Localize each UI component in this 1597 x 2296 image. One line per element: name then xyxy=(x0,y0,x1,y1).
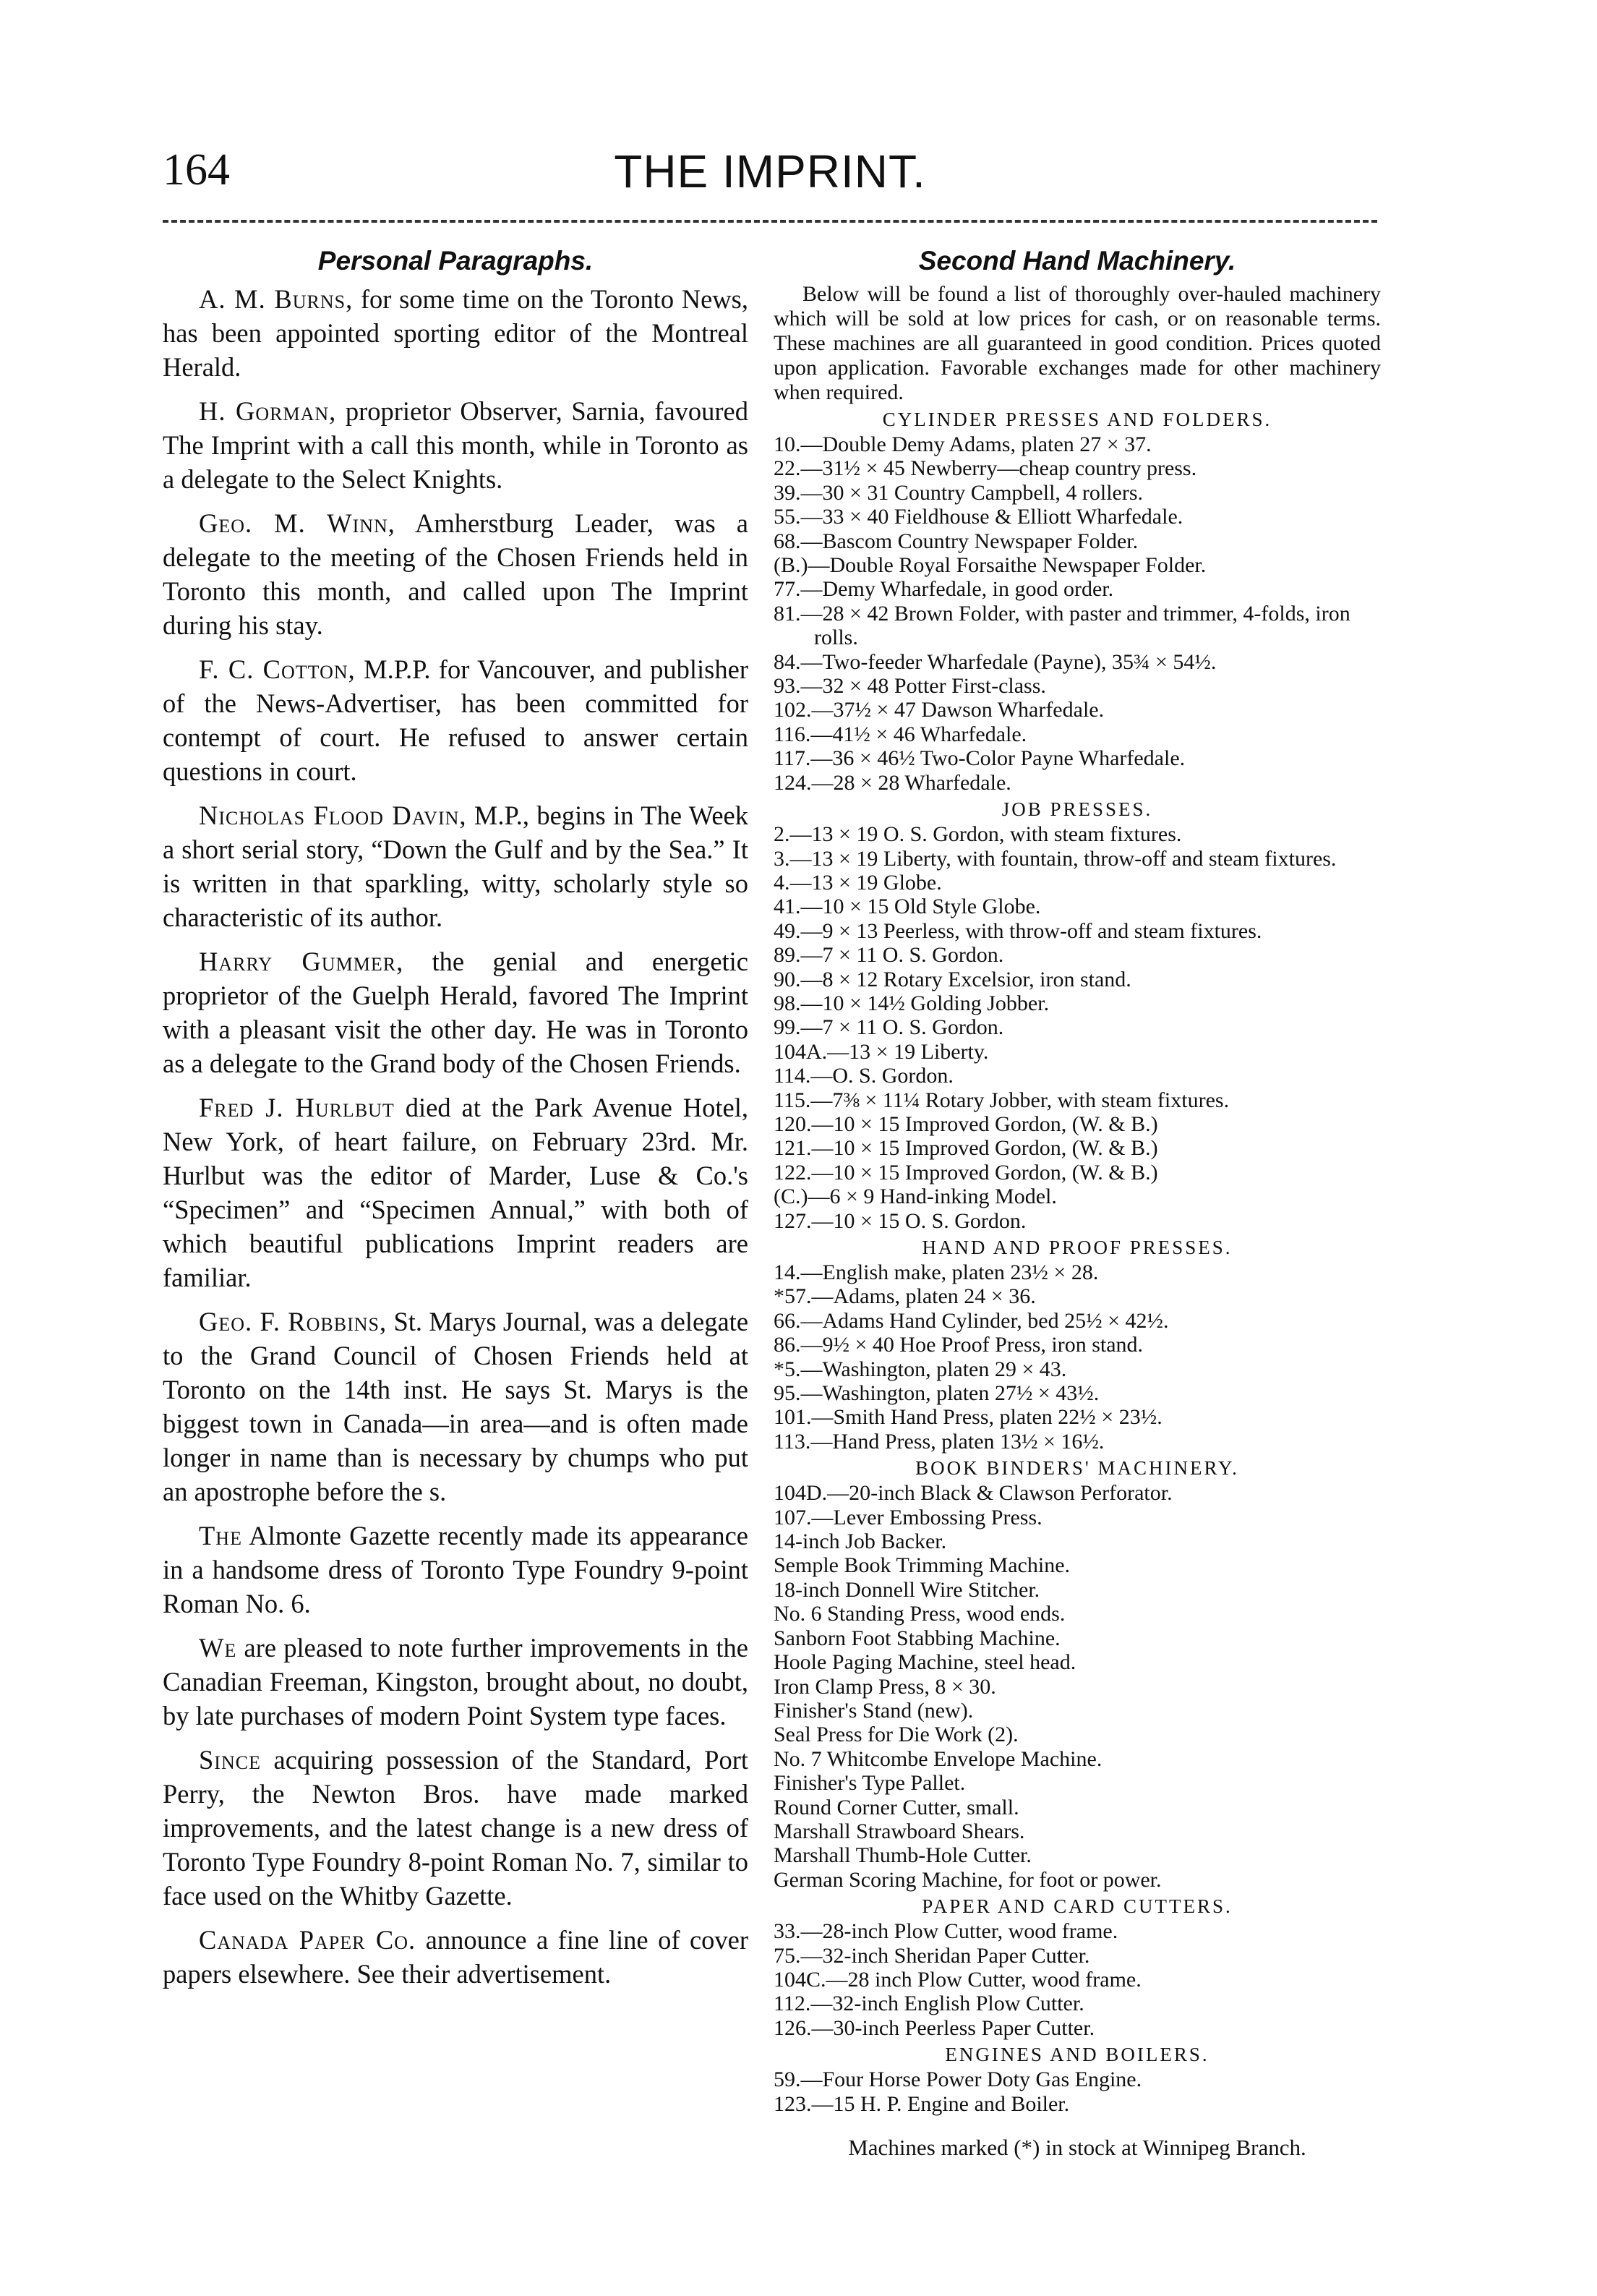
machinery-item: 104A.—13 × 19 Liberty. xyxy=(774,1039,989,1064)
machinery-item: 104D.—20-inch Black & Clawson Perforator. xyxy=(774,1481,1173,1506)
machinery-item: 99.—7 × 11 O. S. Gordon. xyxy=(774,1015,1004,1040)
machinery-intro: Below will be found a list of thoroughly over-hauled machinery which will be sold at low prices for cash, or on reasonable terms. These machines are all guaranteed in good condition. Prices quoted upon application. Favorable exchanges made for other machinery when required. xyxy=(774,282,1381,404)
personal-paragraph xyxy=(163,282,748,384)
machinery-item: Finisher's Type Pallet. xyxy=(774,1771,966,1796)
section-heading: HAND AND PROOF PRESSES. xyxy=(922,1237,1233,1258)
machinery-item: 68.—Bascom Country Newspaper Folder. xyxy=(774,529,1139,553)
paragraph-lead: Nicholas Flood Davin, xyxy=(199,801,467,830)
personal-paragraph xyxy=(163,1631,748,1733)
machinery-item: Semple Book Trimming Machine. xyxy=(774,1553,1071,1578)
paragraph-lead: Canada Paper Co. xyxy=(199,1925,416,1955)
machinery-item: 123.—15 H. P. Engine and Boiler. xyxy=(774,2091,1070,2116)
machinery-item: Sanborn Foot Stabbing Machine. xyxy=(774,1626,1061,1650)
page-number: 164 xyxy=(163,145,230,195)
personal-paragraphs-heading: Personal Paragraphs. xyxy=(317,246,594,276)
machinery-item: 4.—13 × 19 Globe. xyxy=(774,870,942,895)
personal-paragraph xyxy=(163,944,748,1080)
machinery-item: Iron Clamp Press, 8 × 30. xyxy=(774,1674,996,1699)
machinery-item: 86.—9½ × 40 Hoe Proof Press, iron stand. xyxy=(774,1333,1144,1357)
page-title: THE IMPRINT. xyxy=(614,145,926,197)
paragraph-lead: Harry Gummer, xyxy=(199,947,404,976)
machinery-item: Seal Press for Die Work (2). xyxy=(774,1723,1019,1747)
machinery-item: 127.—10 × 15 O. S. Gordon. xyxy=(774,1208,1027,1233)
paragraph-text: Amherstburg Leader, was a delegate to the meeting of the Chosen Friends held in Toronto this month, and called upon The Imprint during his stay. xyxy=(163,508,748,640)
machinery-item: 120.—10 × 15 Improved Gordon, (W. & B.) xyxy=(774,1111,1158,1136)
machinery-item: 112.—32-inch English Plow Cutter. xyxy=(774,1992,1084,2016)
machinery-item: 114.—O. S. Gordon. xyxy=(774,1064,954,1088)
section-heading: PAPER AND CARD CUTTERS. xyxy=(922,1895,1233,1918)
machinery-item: Marshall Strawboard Shears. xyxy=(774,1819,1025,1843)
machinery-item: 77.—Demy Wharfedale, in good order. xyxy=(774,577,1114,602)
machinery-item: 39.—30 × 31 Country Campbell, 4 rollers. xyxy=(774,480,1144,505)
machinery-item: 14.—English make, platen 23½ × 28. xyxy=(774,1260,1099,1284)
section-heading: ENGINES AND BOILERS. xyxy=(945,2044,1209,2066)
machinery-item: 90.—8 × 12 Rotary Excelsior, iron stand. xyxy=(774,967,1131,991)
machinery-item: 84.—Two-feeder Wharfedale (Payne), 35¾ × 54½. xyxy=(774,649,1217,674)
machinery-item: 95.—Washington, platen 27½ × 43½. xyxy=(774,1381,1100,1406)
personal-paragraph xyxy=(163,652,748,788)
personal-paragraph xyxy=(163,1091,748,1294)
machinery-item: 33.—28-inch Plow Cutter, wood frame. xyxy=(774,1919,1118,1944)
personal-paragraph xyxy=(163,798,748,934)
machinery-item: 115.—7⅜ × 11¼ Rotary Jobber, with steam fixtures. xyxy=(774,1088,1230,1112)
machinery-item: 104C.—28 inch Plow Cutter, wood frame. xyxy=(774,1967,1142,1992)
paragraph-text: Almonte Gazette recently made its appearance in a handsome dress of Toronto Type Foundry 9-point Roman No. 6. xyxy=(163,1521,748,1618)
paragraph-text: announce a fine line of cover papers elsewhere. See their advertisement. xyxy=(163,1925,749,1989)
machinery-item: 126.—30-inch Peerless Paper Cutter. xyxy=(774,2015,1095,2040)
machinery-column xyxy=(774,246,1381,2161)
machinery-item: 116.—41½ × 46 Wharfedale. xyxy=(774,722,1027,746)
paragraph-text: M.P., begins in The Week a short serial story, “Down the Gulf and by the Sea.” It is written in that sparkling, witty, scholarly style so characteristic of its author. xyxy=(163,801,748,932)
machinery-item: 98.—10 × 14½ Golding Jobber. xyxy=(774,991,1050,1015)
paragraph-text: are pleased to note further improvements in the Canadian Freeman, Kingston, brought about, no doubt, by late purchases of modern Point System type faces. xyxy=(163,1633,748,1730)
machinery-heading: Second Hand Machinery. xyxy=(918,246,1236,276)
machinery-item: *57.—Adams, platen 24 × 36. xyxy=(774,1284,1036,1309)
paragraph-text: M.P.P. for Vancouver, and publisher of the News-Advertiser, has been committed for contempt of court. He refused to answer certain questions in court. xyxy=(163,654,748,786)
paragraph-lead: Fred J. Hurlbut xyxy=(199,1093,395,1122)
machinery-item: (C.)—6 × 9 Hand-inking Model. xyxy=(774,1185,1057,1209)
section-heading: CYLINDER PRESSES AND FOLDERS. xyxy=(882,409,1272,430)
machinery-item: 121.—10 × 15 Improved Gordon, (W. & B.) xyxy=(774,1136,1158,1161)
machinery-item: No. 7 Whitcombe Envelope Machine. xyxy=(774,1746,1103,1771)
machinery-item: 81.—28 × 42 Brown Folder, with paster and trimmer, 4-folds, iron rolls. xyxy=(774,601,1350,650)
paragraph-text: acquiring possession of the Standard, Port Perry, the Newton Bros. have made marked improvements, and the latest change is a new dress of Toronto Type Foundry 8-point Roman No. 7, similar to face used on the Whitby Gazette. xyxy=(163,1745,749,1911)
machinery-item: 117.—36 × 46½ Two-Color Payne Wharfedale. xyxy=(774,746,1186,771)
machinery-item: 101.—Smith Hand Press, platen 22½ × 23½. xyxy=(774,1405,1163,1430)
paragraph-text: the genial and energetic proprietor of the Guelph Herald, favored The Imprint with a pleasant visit the other day. He was in Toronto as a delegate to the Grand body of the Chosen Friends. xyxy=(163,947,748,1078)
machinery-item: 124.—28 × 28 Wharfedale. xyxy=(774,770,1011,795)
machinery-item: 93.—32 × 48 Potter First-class. xyxy=(774,674,1046,699)
personal-paragraph xyxy=(163,394,748,496)
machinery-sections xyxy=(774,408,1381,2116)
machinery-item: 55.—33 × 40 Fieldhouse & Elliott Wharfedale. xyxy=(774,505,1183,529)
personal-paragraph xyxy=(163,1923,748,1991)
machinery-item: 22.—31½ × 45 Newberry—cheap country press. xyxy=(774,456,1197,481)
personal-paragraphs-list xyxy=(163,282,748,1991)
machinery-item: No. 6 Standing Press, wood ends. xyxy=(774,1602,1066,1626)
paragraph-lead: Geo. F. Robbins, xyxy=(199,1307,388,1336)
machinery-item: 59.—Four Horse Power Doty Gas Engine. xyxy=(774,2067,1142,2092)
machinery-item: (B.)—Double Royal Forsaithe Newspaper Folder. xyxy=(774,553,1207,578)
machinery-item: 3.—13 × 19 Liberty, with fountain, throw-off and steam fixtures. xyxy=(774,846,1337,871)
machinery-item: 107.—Lever Embossing Press. xyxy=(774,1505,1042,1529)
paragraph-lead: H. Gorman, xyxy=(199,396,337,426)
paragraph-lead: A. M. Burns, xyxy=(199,284,354,314)
personal-paragraph xyxy=(163,1743,748,1913)
paragraph-text: St. Marys Journal, was a delegate to the Grand Council of Chosen Friends held at Toronto on the 14th inst. He says St. Marys is the biggest town in Canada—in area—and is often made longer in name than is necessary by chumps who put an apostrophe before the s. xyxy=(163,1307,749,1506)
machinery-item: Hoole Paging Machine, steel head. xyxy=(774,1650,1076,1675)
machinery-item: German Scoring Machine, for foot or power. xyxy=(774,1867,1162,1892)
personal-paragraph xyxy=(163,506,748,642)
machinery-footnote: Machines marked (*) in stock at Winnipeg Branch. xyxy=(848,2135,1306,2160)
header-rule xyxy=(163,220,1377,223)
machinery-item: Finisher's Stand (new). xyxy=(774,1698,974,1723)
machinery-item: 66.—Adams Hand Cylinder, bed 25½ × 42½. xyxy=(774,1308,1169,1333)
paragraph-lead: Geo. M. Winn, xyxy=(199,508,395,538)
personal-paragraphs-column xyxy=(163,246,748,2001)
machinery-item: 75.—32-inch Sheridan Paper Cutter. xyxy=(774,1943,1090,1968)
section-heading: BOOK BINDERS' MACHINERY. xyxy=(915,1457,1239,1480)
machinery-item: 122.—10 × 15 Improved Gordon, (W. & B.) xyxy=(774,1160,1158,1185)
section-heading: JOB PRESSES. xyxy=(1001,798,1153,821)
machinery-item: Round Corner Cutter, small. xyxy=(774,1795,1019,1819)
machinery-item: 18-inch Donnell Wire Stitcher. xyxy=(774,1577,1040,1602)
personal-paragraph xyxy=(163,1305,748,1508)
page-header xyxy=(163,145,1377,210)
paragraph-text: for some time on the Toronto News, has been appointed sporting editor of the Montreal Herald. xyxy=(163,284,748,382)
personal-paragraph xyxy=(163,1519,748,1621)
paragraph-lead: F. C. Cotton, xyxy=(199,654,356,684)
machinery-item: 10.—Double Demy Adams, platen 27 × 37. xyxy=(774,432,1152,456)
machinery-item: 14-inch Job Backer. xyxy=(774,1529,947,1554)
paragraph-lead: Since xyxy=(199,1745,261,1775)
machinery-item: 41.—10 × 15 Old Style Globe. xyxy=(774,895,1041,919)
paragraph-text: died at the Park Avenue Hotel, New York, of heart failure, on February 23rd. Mr. Hurlbut was the editor of Marder, Luse & Co.'s “Specimen” and “Specimen Annual,” with both of which beautiful publications Imprint readers are familiar. xyxy=(163,1093,749,1292)
machinery-item: 2.—13 × 19 O. S. Gordon, with steam fixtures. xyxy=(774,822,1182,847)
paragraph-lead: We xyxy=(199,1633,237,1663)
machinery-item: 113.—Hand Press, platen 13½ × 16½. xyxy=(774,1429,1105,1454)
paragraph-lead: The xyxy=(199,1521,242,1550)
machinery-item: 49.—9 × 13 Peerless, with throw-off and steam fixtures. xyxy=(774,918,1262,943)
machinery-item: Marshall Thumb-Hole Cutter. xyxy=(774,1843,1032,1868)
paragraph-text: proprietor Observer, Sarnia, favoured The Imprint with a call this month, while in Toronto as a delegate to the Select Knights. xyxy=(163,396,748,494)
machinery-item: 102.—37½ × 47 Dawson Wharfedale. xyxy=(774,698,1105,722)
machinery-item: *5.—Washington, platen 29 × 43. xyxy=(774,1357,1067,1381)
machinery-item: 89.—7 × 11 O. S. Gordon. xyxy=(774,943,1004,968)
